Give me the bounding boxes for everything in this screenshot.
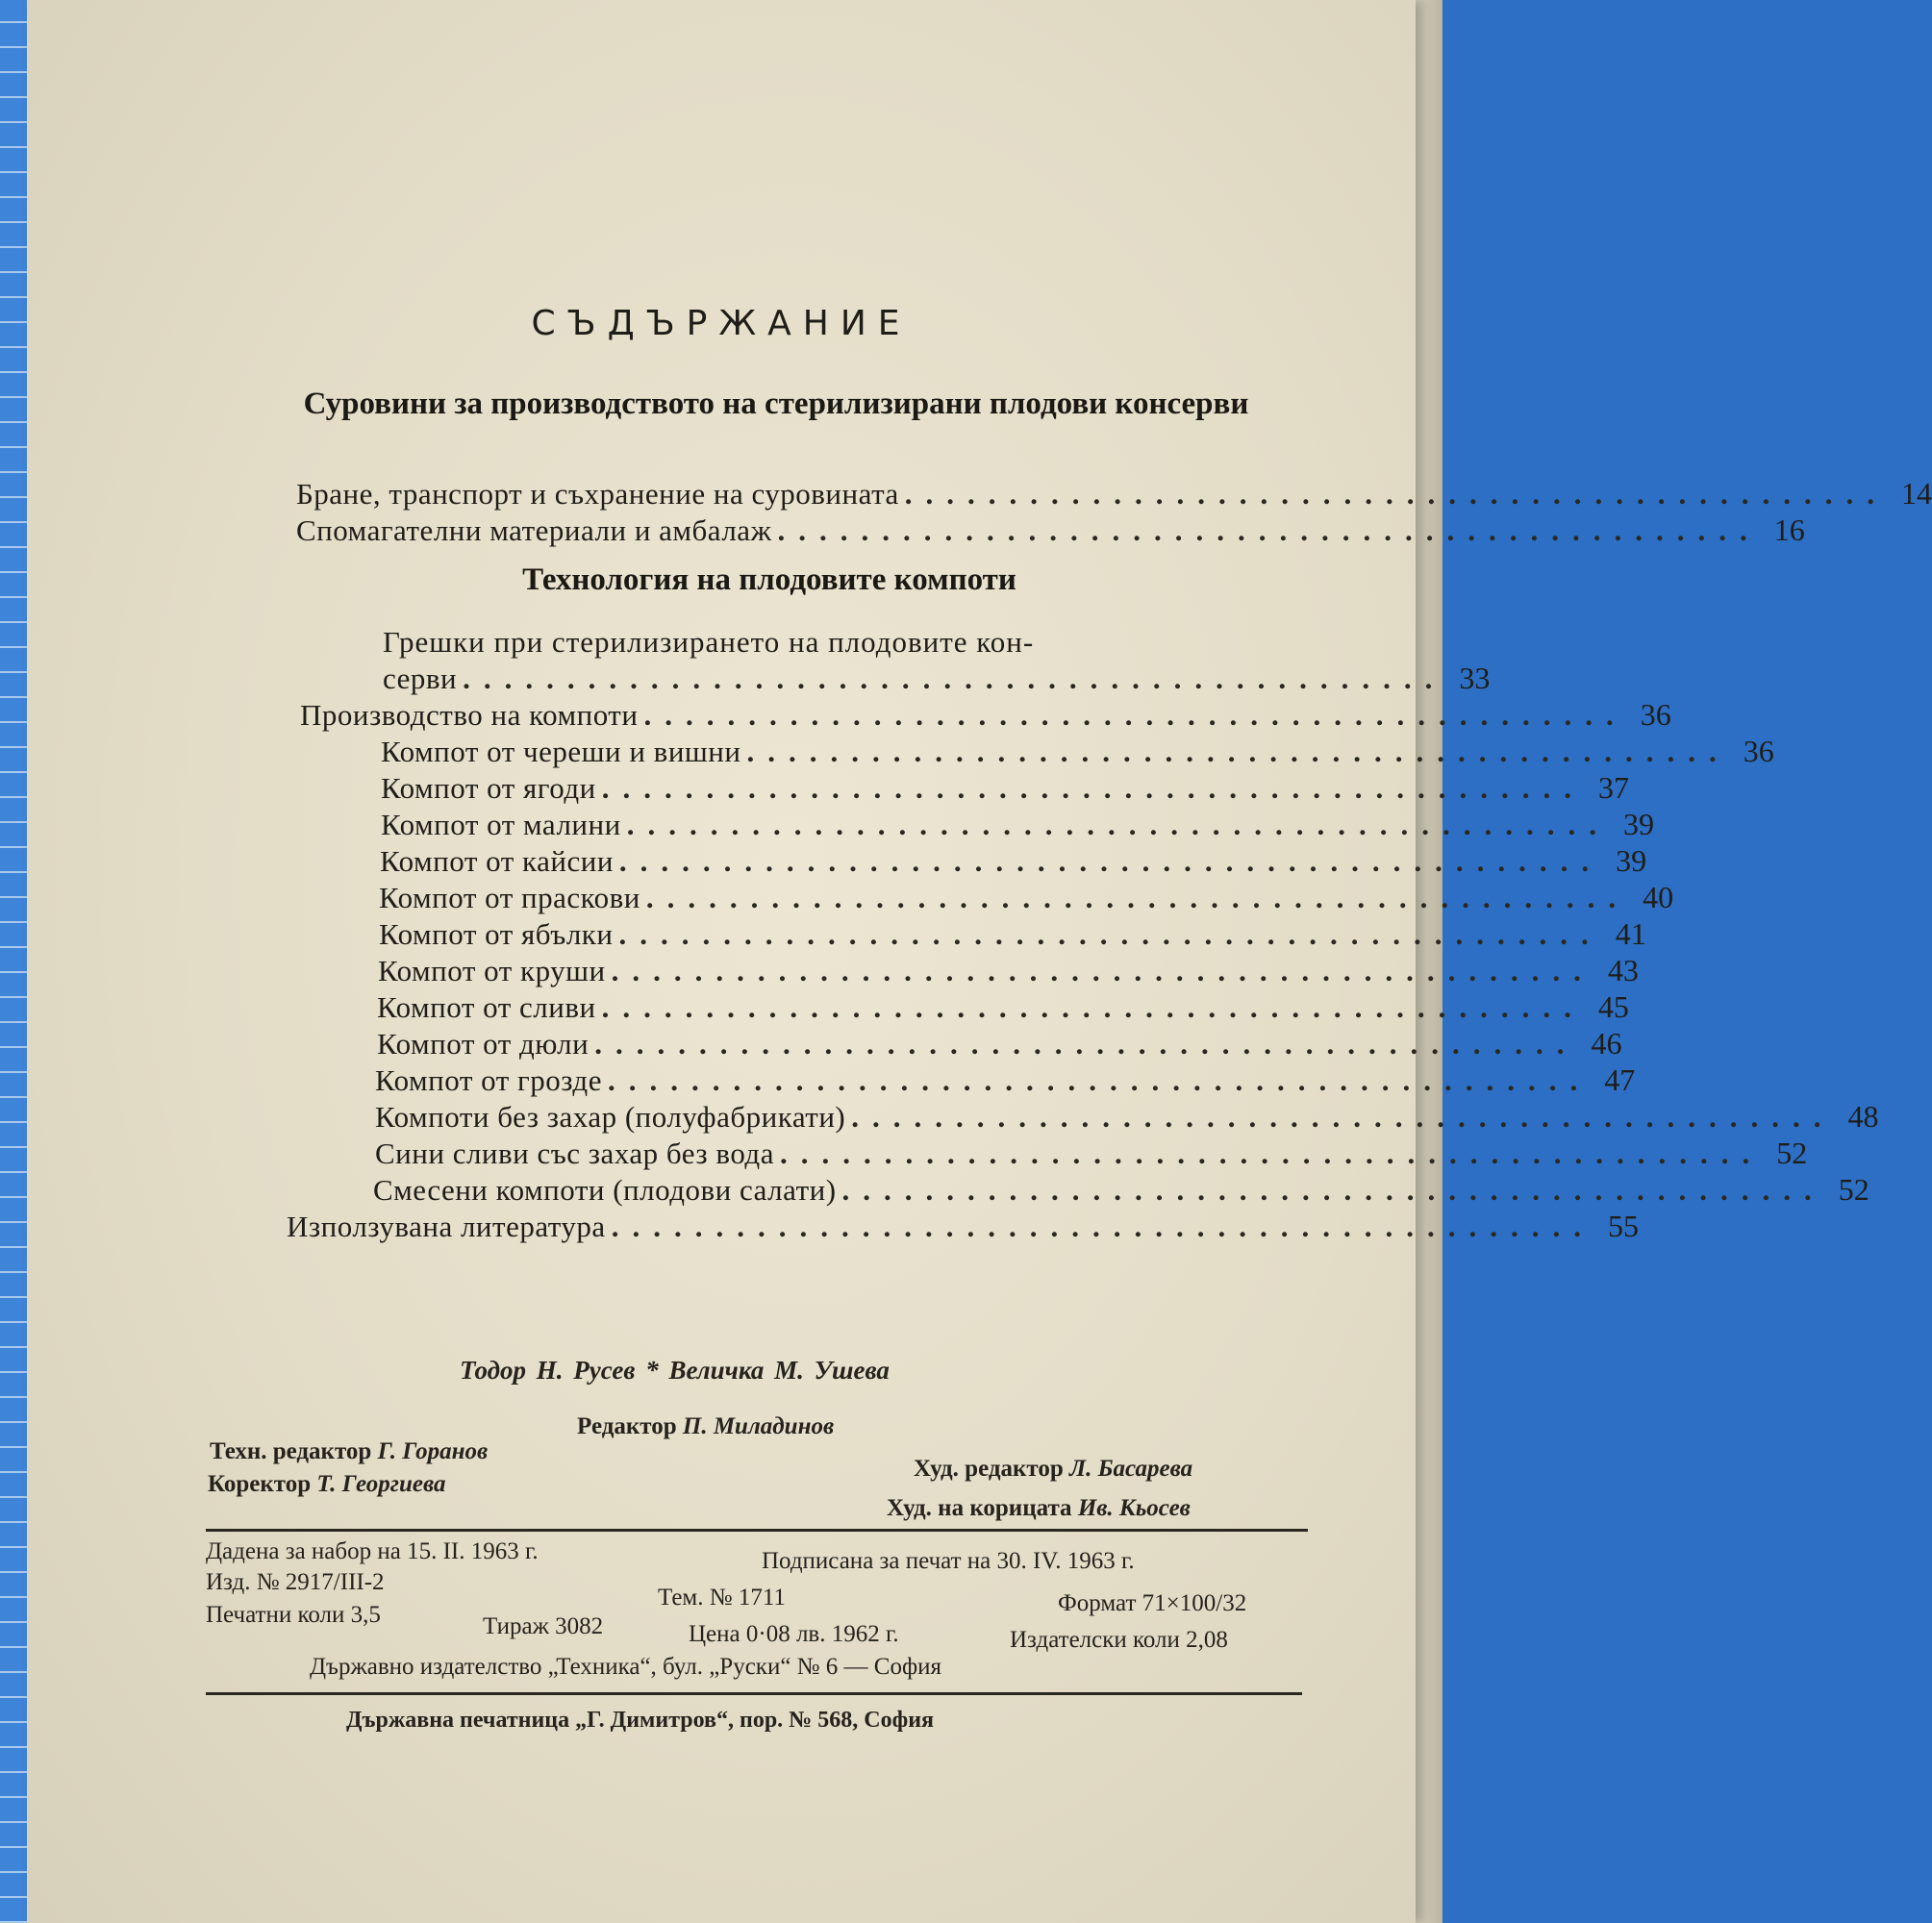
toc-entry [300,696,1671,733]
dot-leader: ............................................... [746,735,1730,768]
dot-leader: ............................................... [611,1210,1594,1243]
dot-leader: ............................................... [904,477,1889,511]
toc-entry-label: Компот от ябълки [379,917,614,951]
divider-rule [206,1692,1302,1695]
dot-leader: ............................................... [777,513,1761,547]
toc-entry [287,1208,1639,1244]
toc-entry-label-line1: Грешки при стерилизирането на плодовите кон- [383,625,1035,659]
toc-entry-label: Компот от малини [381,808,621,841]
toc-entry-page: 16 [1773,512,1805,547]
authors: Тодор Н. Русев * Величка М. Ушева [460,1356,890,1385]
dot-leader: ............................................... [779,1136,1764,1170]
toc-entry [375,1098,1879,1135]
toc-entry [377,988,1629,1025]
format: Формат 71×100/32 [1058,1590,1247,1616]
toc-entry [377,1025,1622,1061]
dot-leader: ............................................... [601,990,1585,1024]
publication-number: Изд. № 2917/III-2 [206,1569,385,1595]
toc-entry-page: 40 [1643,880,1674,914]
toc-entry-label: Компот от праскови [379,881,640,914]
toc-entry-label: Бране, транспорт и съхранение на суровината [296,477,899,511]
toc-entry-label: Компот от круши [378,954,606,987]
dot-leader: ............................................... [611,954,1594,987]
page-title: СЪДЪРЖАНИЕ [531,304,912,343]
toc-entry-label: Компот от грозде [375,1063,602,1097]
cover-artist-role: Худ. на корицата [887,1495,1072,1521]
toc-entry [379,879,1674,915]
typeset-date: Дадена за набор на 15. II. 1963 г. [206,1538,539,1564]
proofreader-role: Коректор [208,1471,312,1497]
dot-leader: ............................................... [618,844,1603,878]
toc-entry-page: 43 [1607,953,1639,987]
section-heading-technology: Технология на плодовите компоти [522,562,1016,597]
toc-entry [381,769,1629,806]
toc-entry-label: Сини сливи със захар без вода [375,1136,774,1170]
toc-entry [381,806,1654,842]
toc-entry-label: Компот от кайсии [380,844,614,878]
dot-leader: ............................................... [626,808,1610,841]
dot-leader: ............................................... [618,917,1602,951]
toc-entry-label: Компоти без захар (полуфабрикати) [375,1100,846,1134]
toc-entry-page: 37 [1597,770,1629,805]
divider-rule [206,1529,1308,1532]
toc-entry-page: 36 [1640,697,1671,732]
toc-entry-label: Спомагателни материали и амбалаж [296,513,772,547]
toc-entry-page: 45 [1597,989,1629,1024]
dot-leader: ............................................... [594,1027,1578,1061]
dot-leader: ............................................... [841,1173,1825,1207]
proofreader-name: Т. Георгиева [316,1471,446,1497]
toc-entry-label: Използувана литература [287,1210,606,1243]
toc-entry-page: 52 [1776,1136,1808,1170]
editor-role: Редактор [577,1413,677,1439]
theme-number: Тем. № 1711 [658,1585,786,1611]
print-sheets: Печатни коли 3,5 [206,1602,381,1628]
toc-entry [380,842,1647,879]
toc-entry-page: 41 [1615,916,1646,951]
toc-entry-label: Компот от череши и вишни [381,735,741,768]
printer: Държавна печатница „Г. Димитров“, пор. № 568, София [346,1708,935,1733]
toc-entry-label: серви [383,662,458,695]
art-editor-role: Худ. редактор [914,1456,1064,1482]
price: Цена 0·08 лв. 1962 г. [689,1621,899,1647]
toc-entry [373,1171,1869,1208]
toc-entry-label: Компот от ягоди [381,771,596,805]
cover-artist-name: Ив. Кьосев [1077,1495,1191,1521]
toc-entry [375,1061,1636,1098]
print-date: Подписана за печат на 30. IV. 1963 г. [762,1548,1135,1574]
toc-entry-page: 46 [1591,1026,1622,1061]
toc-entry-page: 52 [1838,1172,1869,1207]
toc-entry-label: Производство на компоти [300,698,639,732]
toc-entry-page: 36 [1743,734,1774,768]
tech-editor-name: Г. Горанов [377,1438,489,1464]
toc-entry-page: 39 [1616,843,1647,878]
toc-entry-page: 55 [1607,1209,1639,1243]
toc-entry [379,915,1646,952]
dot-leader: ............................................... [607,1063,1592,1097]
dot-leader: ............................................... [601,771,1585,805]
toc-entry-label: Смесени компоти (плодови салати) [373,1173,837,1207]
toc-entry-label: Компот от дюли [377,1027,590,1061]
toc-entry-page: 14 [1901,476,1932,511]
editor-name: П. Миладинов [682,1413,835,1439]
dot-leader: ............................................... [463,662,1446,695]
cover-artist-line [887,1495,1191,1522]
toc-entry-page: 39 [1622,807,1654,841]
proofreader-line [208,1471,445,1498]
toc-entry [296,512,1805,548]
circulation: Тираж 3082 [483,1613,604,1639]
toc-entry [381,733,1774,769]
dot-leader: ............................................... [851,1100,1835,1134]
toc-entry-label: Компот от сливи [377,990,596,1024]
art-editor-name: Л. Басарева [1069,1456,1193,1482]
toc-entry-page: 47 [1604,1062,1636,1097]
section-heading-raw-materials: Суровини за производството на стерилизирани плодови консерви [303,387,1249,421]
toc-entry [378,952,1639,988]
toc-entry-page: 33 [1459,661,1491,695]
toc-entry [296,475,1932,512]
toc-entry [375,1135,1808,1171]
publisher: Държавно издателство „Техника“, бул. „Руски“ № 6 — София [310,1654,942,1680]
tech-editor-role: Техн. редактор [210,1438,372,1464]
editor-line [577,1413,834,1440]
art-editor-line [914,1456,1192,1483]
tech-editor-line [210,1438,488,1465]
publisher-sheets: Издателски коли 2,08 [1010,1627,1228,1653]
toc-entry-page: 48 [1847,1099,1879,1134]
dot-leader: ............................................... [643,698,1627,732]
dot-leader: ............................................... [645,881,1630,914]
toc-entry [383,660,1491,696]
